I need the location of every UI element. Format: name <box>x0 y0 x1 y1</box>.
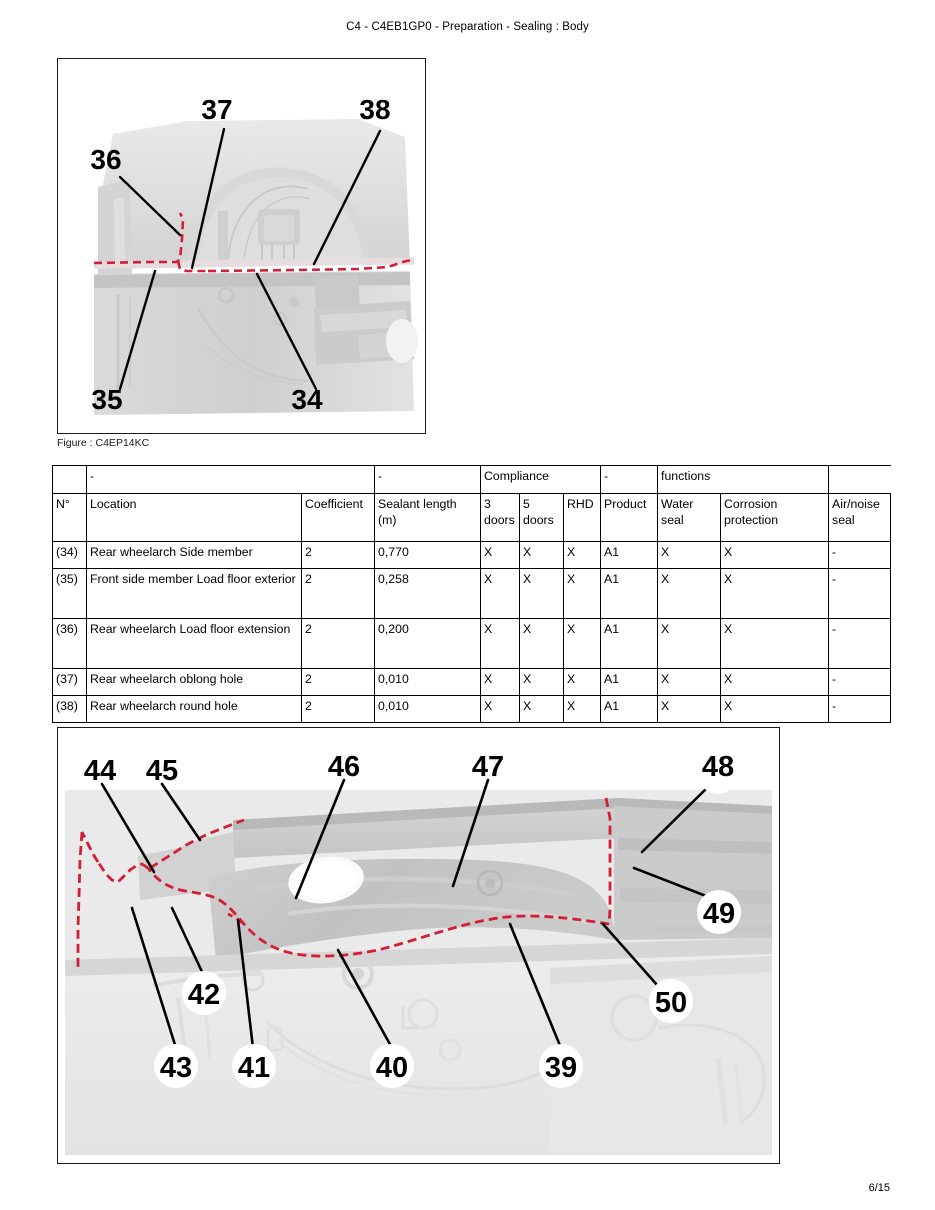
cell-coefficient: 2 <box>302 619 375 669</box>
figure-1-drawing <box>58 59 425 433</box>
cell-air-noise-seal: - <box>829 619 891 669</box>
figure-2-callout-44: 44 <box>83 755 117 787</box>
table-column-header-row <box>53 494 891 542</box>
cell-product: A1 <box>601 542 658 569</box>
cell-5-doors: X <box>520 696 564 723</box>
col-header-rhd: RHD <box>564 494 601 542</box>
figure-2-callout-41: 41 <box>237 1052 271 1084</box>
cell-sealant-length: 0,770 <box>375 542 481 569</box>
cell-coefficient: 2 <box>302 542 375 569</box>
cell-no: (34) <box>53 542 87 569</box>
cell-coefficient: 2 <box>302 569 375 619</box>
table-row <box>53 696 891 723</box>
cell-rhd: X <box>564 696 601 723</box>
cell-location: Rear wheelarch oblong hole <box>87 669 302 696</box>
figure-2-callout-39: 39 <box>544 1052 578 1084</box>
cell-product: A1 <box>601 569 658 619</box>
col-header-5-doors: 5 doors <box>520 494 564 542</box>
col-header-coefficient: Coefficient <box>302 494 375 542</box>
cell-rhd: X <box>564 542 601 569</box>
cell-location: Front side member Load floor exterior <box>87 569 302 619</box>
cell-3-doors: X <box>481 619 520 669</box>
group-cell-blank <box>53 466 87 494</box>
figure-1-image <box>57 58 426 434</box>
cell-no: (37) <box>53 669 87 696</box>
figure-2-callout-47: 47 <box>471 751 505 783</box>
cell-5-doors: X <box>520 542 564 569</box>
cell-air-noise-seal: - <box>829 669 891 696</box>
col-header-water-seal: Water seal <box>658 494 721 542</box>
cell-sealant-length: 0,258 <box>375 569 481 619</box>
group-cell-functions: functions <box>658 466 829 494</box>
cell-air-noise-seal: - <box>829 542 891 569</box>
group-cell-compliance: Compliance <box>481 466 601 494</box>
cell-product: A1 <box>601 669 658 696</box>
cell-3-doors: X <box>481 542 520 569</box>
figure-1-callout-35: 35 <box>91 384 123 415</box>
cell-3-doors: X <box>481 696 520 723</box>
figure-1-callout-36: 36 <box>90 144 122 175</box>
cell-water-seal: X <box>658 619 721 669</box>
cell-product: A1 <box>601 619 658 669</box>
cell-corrosion-protection: X <box>721 696 829 723</box>
figure-2-callout-50: 50 <box>654 987 688 1019</box>
cell-corrosion-protection: X <box>721 619 829 669</box>
cell-water-seal: X <box>658 569 721 619</box>
cell-sealant-length: 0,010 <box>375 696 481 723</box>
cell-coefficient: 2 <box>302 696 375 723</box>
table-group-header-row <box>53 466 891 494</box>
figure-2-callout-49: 49 <box>702 898 736 930</box>
figure-2-callout-40: 40 <box>375 1052 409 1084</box>
figure-2-image <box>57 727 780 1164</box>
figure-2-callout-45: 45 <box>145 755 179 787</box>
cell-corrosion-protection: X <box>721 669 829 696</box>
group-cell-dash-3: - <box>601 466 658 494</box>
cell-corrosion-protection: X <box>721 542 829 569</box>
col-header-product: Product <box>601 494 658 542</box>
cell-3-doors: X <box>481 669 520 696</box>
table-row <box>53 569 891 619</box>
cell-no: (36) <box>53 619 87 669</box>
page-number: 6/15 <box>868 1182 890 1194</box>
figure-1-callout-38: 38 <box>359 94 391 125</box>
cell-rhd: X <box>564 569 601 619</box>
figure-2-drawing <box>58 728 779 1163</box>
col-header-air-noise-seal: Air/noise seal <box>829 494 891 542</box>
col-header-3-doors: 3 doors <box>481 494 520 542</box>
figure-1-callout-37: 37 <box>201 94 233 125</box>
group-cell-dash-1: - <box>87 466 375 494</box>
cell-location: Rear wheelarch round hole <box>87 696 302 723</box>
figure-2-callout-46: 46 <box>327 751 361 783</box>
cell-rhd: X <box>564 669 601 696</box>
cell-coefficient: 2 <box>302 669 375 696</box>
cell-no: (38) <box>53 696 87 723</box>
group-cell-air-blank <box>829 466 891 494</box>
cell-sealant-length: 0,010 <box>375 669 481 696</box>
cell-water-seal: X <box>658 669 721 696</box>
table-row <box>53 619 891 669</box>
figure-2-callout-48: 48 <box>701 751 735 783</box>
group-cell-dash-2: - <box>375 466 481 494</box>
cell-water-seal: X <box>658 542 721 569</box>
sealing-table <box>52 465 891 723</box>
cell-5-doors: X <box>520 569 564 619</box>
figure-1-callout-34: 34 <box>291 384 323 415</box>
col-header-location: Location <box>87 494 302 542</box>
col-header-sealant-length: Sealant length (m) <box>375 494 481 542</box>
figure-2-callout-43: 43 <box>159 1052 193 1084</box>
cell-product: A1 <box>601 696 658 723</box>
cell-sealant-length: 0,200 <box>375 619 481 669</box>
figure-2-callout-42: 42 <box>187 979 221 1011</box>
col-header-corrosion-protection: Corrosion protection <box>721 494 829 542</box>
cell-corrosion-protection: X <box>721 569 829 619</box>
cell-water-seal: X <box>658 696 721 723</box>
cell-location: Rear wheelarch Side member <box>87 542 302 569</box>
table-row <box>53 669 891 696</box>
cell-no: (35) <box>53 569 87 619</box>
cell-5-doors: X <box>520 669 564 696</box>
table-row <box>53 542 891 569</box>
page-title: C4 - C4EB1GP0 - Preparation - Sealing : Body <box>346 21 589 33</box>
figure-1-caption: Figure : C4EP14KC <box>57 437 150 449</box>
cell-5-doors: X <box>520 619 564 669</box>
cell-3-doors: X <box>481 569 520 619</box>
cell-location: Rear wheelarch Load floor extension <box>87 619 302 669</box>
col-header-no: N° <box>53 494 87 542</box>
cell-rhd: X <box>564 619 601 669</box>
cell-air-noise-seal: - <box>829 696 891 723</box>
cell-air-noise-seal: - <box>829 569 891 619</box>
